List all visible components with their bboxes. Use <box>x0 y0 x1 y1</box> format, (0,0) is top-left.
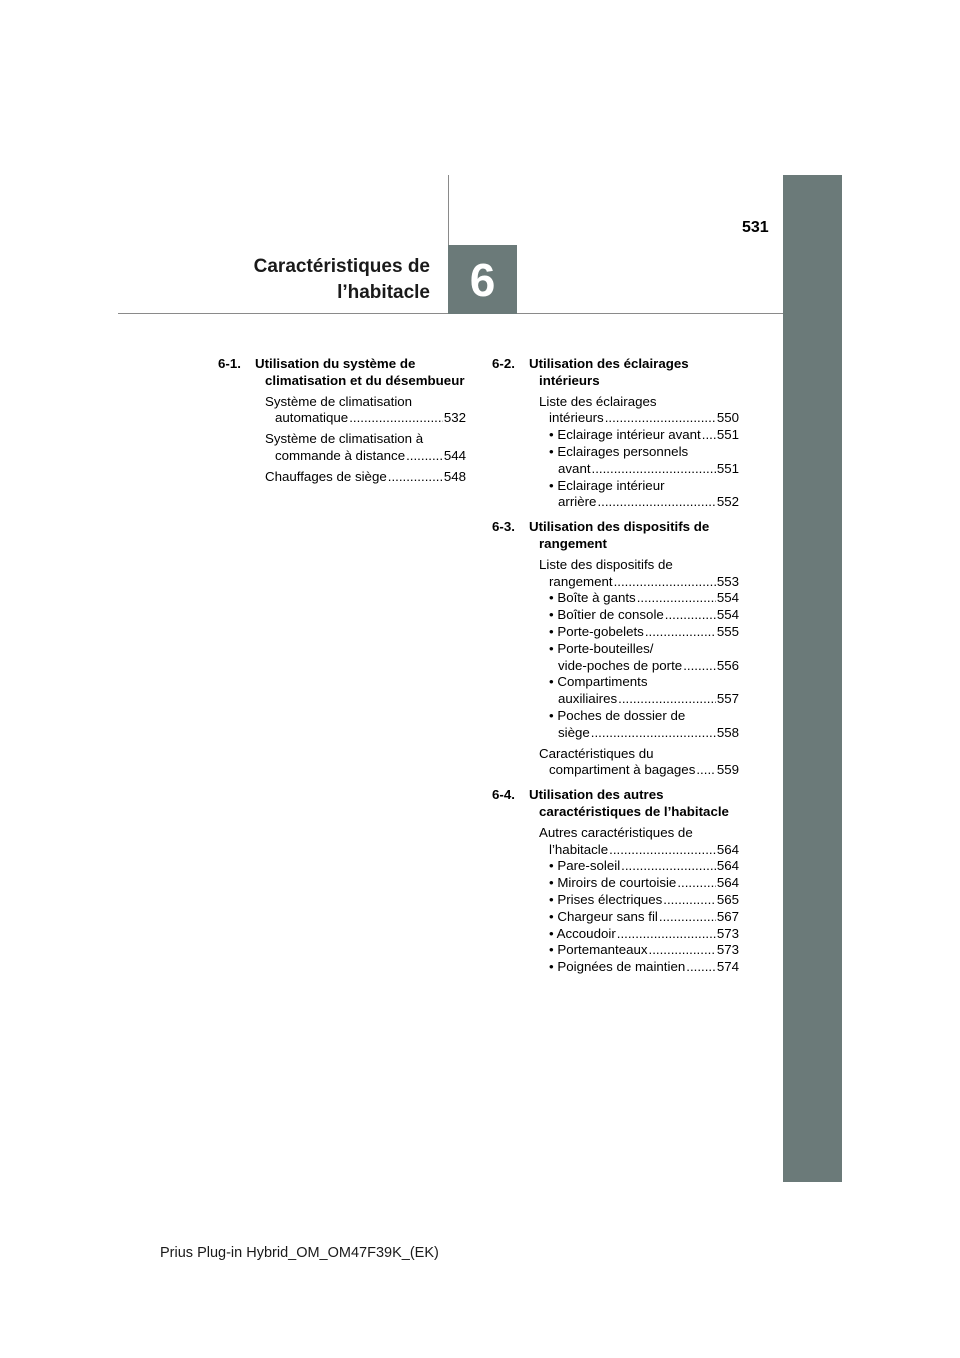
entry-label: Système de climatisation <box>265 393 413 409</box>
toc-subentry[interactable] <box>492 959 739 976</box>
entry-label: • Poignées de maintien <box>549 959 686 975</box>
section-title: Utilisation du système de climatisation et du désembueur <box>255 356 465 388</box>
entry-label: Liste des éclairages <box>539 393 657 409</box>
toc-subentry[interactable] <box>492 892 739 909</box>
toc-subentry[interactable] <box>492 607 739 624</box>
entry-page: 552 <box>716 494 739 510</box>
toc-subentry[interactable] <box>492 427 739 444</box>
entry-page: 567 <box>716 908 739 924</box>
toc-section-heading[interactable] <box>492 356 739 390</box>
toc-subentry[interactable] <box>492 926 739 943</box>
entry-page: 574 <box>716 959 739 975</box>
entry-label: • Chargeur sans fil <box>549 908 658 924</box>
entry-label: • Boîte à gants <box>549 590 636 606</box>
toc-entry[interactable] <box>492 825 739 859</box>
footer-document-id: Prius Plug-in Hybrid_OM_OM47F39K_(EK) <box>160 1245 439 1261</box>
toc-entry[interactable] <box>492 394 739 428</box>
toc-entry[interactable] <box>492 746 739 780</box>
toc-subentry[interactable] <box>492 444 739 478</box>
entry-label: • Eclairage intérieur avant <box>549 427 701 443</box>
entry-label-end: siège <box>558 724 590 740</box>
entry-label-end: commande à distance <box>275 447 406 463</box>
section-title: Utilisation des autres caractéristiques de l’habitacle <box>529 787 729 819</box>
chapter-title-line1: Caractéristiques de <box>253 256 430 277</box>
entry-label: • Poches de dossier de <box>549 707 686 723</box>
page-number: 531 <box>742 219 769 236</box>
dot-leader <box>686 959 716 976</box>
toc-section-heading[interactable] <box>492 787 739 821</box>
entry-page: 573 <box>716 925 739 941</box>
dot-leader <box>617 926 716 943</box>
entry-label: • Miroirs de courtoisie <box>549 875 677 891</box>
entry-label: Chauffages de siège <box>265 468 387 484</box>
dot-leader <box>665 607 716 624</box>
toc-right-column <box>492 356 739 984</box>
dot-leader <box>597 494 715 511</box>
entry-label: • Compartiments <box>549 674 648 690</box>
dot-leader <box>605 410 716 427</box>
toc-entry[interactable] <box>492 557 739 591</box>
entry-page: 564 <box>716 841 739 857</box>
entry-label-end: automatique <box>275 410 349 426</box>
toc-subentry[interactable] <box>492 875 739 892</box>
section-title: Utilisation des dispositifs de rangement <box>529 519 710 551</box>
chapter-thumb-tab <box>783 175 842 1182</box>
section-number: 6-4. <box>492 787 515 803</box>
entry-label: Autres caractéristiques de <box>539 824 693 840</box>
entry-page: 551 <box>716 427 739 443</box>
dot-leader <box>388 469 443 486</box>
dot-leader <box>621 858 716 875</box>
entry-page: 573 <box>716 942 739 958</box>
entry-page: 565 <box>716 891 739 907</box>
dot-leader <box>637 590 716 607</box>
entry-label: • Accoudoir <box>549 925 616 941</box>
entry-label: Caractéristiques du <box>539 745 654 761</box>
entry-page: 559 <box>716 762 739 778</box>
toc-subentry[interactable] <box>492 590 739 607</box>
dot-leader <box>591 725 716 742</box>
dot-leader <box>663 892 716 909</box>
entry-label-end: vide-poches de porte <box>558 657 683 673</box>
dot-leader <box>609 842 716 859</box>
toc-subentry[interactable] <box>492 674 739 708</box>
dot-leader <box>614 574 716 591</box>
chapter-number: 6 <box>469 253 496 306</box>
entry-label: Système de climatisation à <box>265 431 424 447</box>
entry-label-end: auxiliaires <box>558 691 618 707</box>
entry-page: 556 <box>716 657 739 673</box>
chapter-number-box <box>448 245 517 314</box>
toc-entry[interactable] <box>218 431 466 465</box>
dot-leader <box>618 691 716 708</box>
entry-label-end: intérieurs <box>549 410 604 426</box>
entry-label-end: arrière <box>558 494 597 510</box>
dot-leader <box>406 448 443 465</box>
toc-subentry[interactable] <box>492 641 739 675</box>
dot-leader <box>349 410 443 427</box>
chapter-title-line2: l’habitacle <box>337 282 430 303</box>
toc-entry[interactable] <box>218 394 466 428</box>
entry-page: 551 <box>716 460 739 476</box>
toc-section-6-1 <box>218 356 466 486</box>
chapter-title <box>254 254 430 306</box>
section-number: 6-2. <box>492 356 515 371</box>
entry-page: 558 <box>716 724 739 740</box>
entry-page: 554 <box>716 590 739 606</box>
toc-subentry[interactable] <box>492 478 739 512</box>
toc-left-column <box>218 356 466 494</box>
entry-page: 532 <box>443 410 466 426</box>
entry-label-end: l’habitacle <box>549 841 609 857</box>
dot-leader <box>683 658 716 675</box>
toc-section-heading[interactable] <box>492 519 739 553</box>
entry-page: 554 <box>716 607 739 623</box>
dot-leader <box>696 762 715 779</box>
entry-page: 564 <box>716 858 739 874</box>
entry-label-end: rangement <box>549 573 613 589</box>
entry-label: • Eclairages personnels <box>549 443 689 459</box>
toc-entry[interactable] <box>218 469 466 486</box>
entry-label: Liste des dispositifs de <box>539 556 673 572</box>
toc-subentry[interactable] <box>492 942 739 959</box>
section-title: Utilisation des éclairages intérieurs <box>529 356 689 388</box>
toc-subentry[interactable] <box>492 858 739 875</box>
entry-label: • Boîtier de console <box>549 607 664 623</box>
dot-leader <box>677 875 715 892</box>
entry-label: • Pare-soleil <box>549 858 621 874</box>
toc-section-6-4 <box>492 787 739 976</box>
dot-leader <box>702 427 716 444</box>
toc-section-6-2 <box>492 356 739 511</box>
entry-label: • Porte-gobelets <box>549 623 644 639</box>
entry-label: • Portemanteaux <box>549 942 648 958</box>
toc-subentry[interactable] <box>492 624 739 641</box>
entry-label-end: avant <box>558 460 591 476</box>
toc-subentry[interactable] <box>492 708 739 742</box>
toc-subentry[interactable] <box>492 909 739 926</box>
entry-page: 548 <box>443 468 466 484</box>
entry-page: 557 <box>716 691 739 707</box>
dot-leader <box>659 909 716 926</box>
entry-label: • Prises électriques <box>549 891 663 907</box>
entry-label-end: compartiment à bagages <box>549 762 696 778</box>
entry-page: 550 <box>716 410 739 426</box>
dot-leader <box>645 624 716 641</box>
entry-label: • Eclairage intérieur <box>549 477 665 493</box>
section-number: 6-3. <box>492 519 515 535</box>
dot-leader <box>649 942 716 959</box>
entry-label: • Porte-bouteilles/ <box>549 640 654 656</box>
entry-page: 555 <box>716 623 739 639</box>
entry-page: 553 <box>716 573 739 589</box>
header-vertical-rule <box>448 175 449 245</box>
dot-leader <box>592 461 716 478</box>
toc-section-6-3 <box>492 519 739 779</box>
section-number: 6-1. <box>218 356 241 371</box>
entry-page: 544 <box>443 447 466 463</box>
toc-section-heading[interactable] <box>218 356 466 390</box>
entry-page: 564 <box>716 875 739 891</box>
